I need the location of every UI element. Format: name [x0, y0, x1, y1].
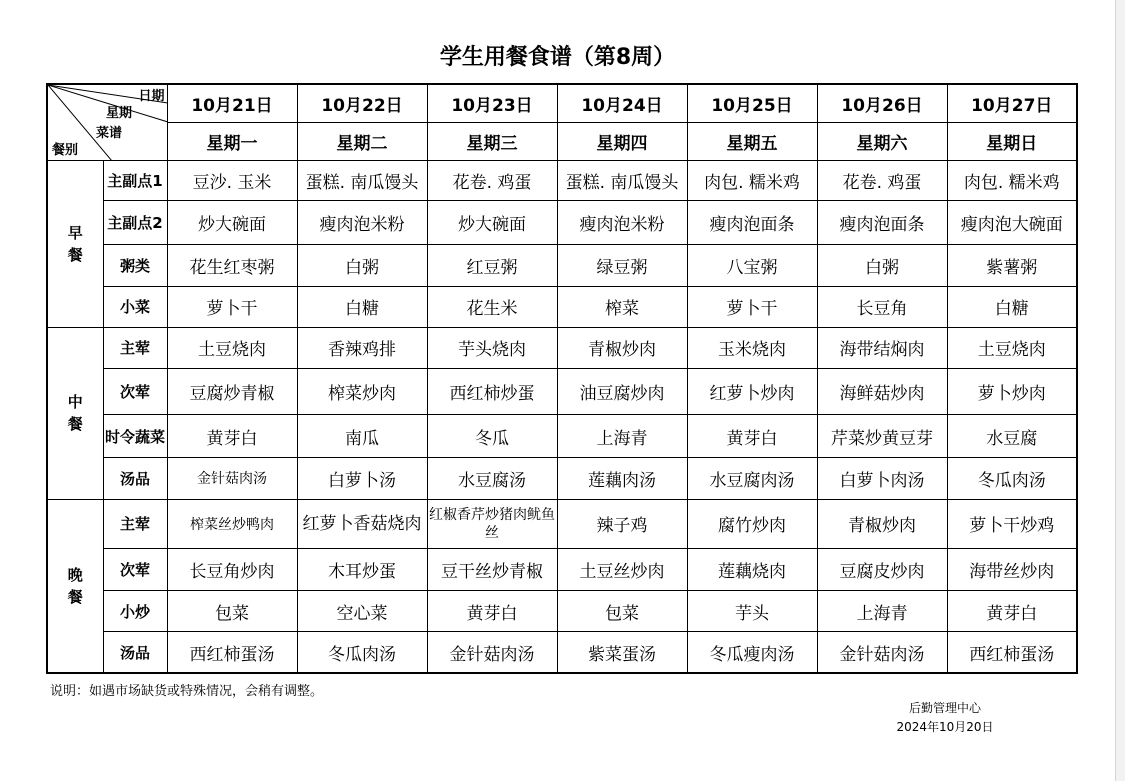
dish-cell: 花卷. 鸡蛋	[427, 160, 557, 200]
dish-cell: 瘦肉泡面条	[817, 201, 947, 245]
corner-menu-label: 菜谱	[96, 126, 123, 141]
dish-cell: 西红柿蛋汤	[167, 632, 297, 673]
weekday-header: 星期五	[687, 122, 817, 160]
menu-row	[47, 548, 1077, 590]
weekday-header: 星期四	[557, 122, 687, 160]
date-row	[47, 84, 1077, 122]
menu-row	[47, 286, 1077, 327]
weekday-header: 星期六	[817, 122, 947, 160]
menu-row	[47, 327, 1077, 368]
dish-cell: 长豆角炒肉	[167, 548, 297, 590]
dish-cell: 莲藕烧肉	[687, 548, 817, 590]
dish-cell: 紫菜蛋汤	[557, 632, 687, 673]
dish-cell: 红豆粥	[427, 245, 557, 286]
footer-note: 说明：如遇市场缺货或特殊情况，会稍有调整。	[50, 684, 324, 699]
dish-cell: 紫薯粥	[947, 245, 1077, 286]
dish-cell: 黄芽白	[167, 415, 297, 458]
date-header: 10月22日	[297, 84, 427, 122]
dish-cell: 红萝卜炒肉	[687, 368, 817, 414]
dish-cell: 红椒香芹炒猪肉鱿鱼丝	[427, 499, 557, 548]
dish-cell: 白糖	[947, 286, 1077, 327]
category-label: 小炒	[103, 591, 167, 632]
dish-cell: 玉米烧肉	[687, 327, 817, 368]
dish-cell: 绿豆粥	[557, 245, 687, 286]
dish-cell: 豆腐皮炒肉	[817, 548, 947, 590]
footer-org: 后勤管理中心	[908, 701, 981, 715]
dish-cell: 南瓜	[297, 415, 427, 458]
dish-cell: 金针菇肉汤	[817, 632, 947, 673]
page-title: 学生用餐食谱（第8周）	[439, 45, 676, 70]
category-label: 汤品	[103, 458, 167, 499]
category-label: 次荤	[103, 548, 167, 590]
dish-cell: 金针菇肉汤	[427, 632, 557, 673]
dish-cell: 水豆腐肉汤	[687, 458, 817, 499]
weekday-header: 星期二	[297, 122, 427, 160]
meal-label	[47, 499, 103, 673]
dish-cell: 肉包. 糯米鸡	[947, 160, 1077, 200]
dish-cell: 白糖	[297, 286, 427, 327]
dish-cell: 红萝卜香菇烧肉	[297, 499, 427, 548]
category-label: 汤品	[103, 632, 167, 673]
dish-cell: 瘦肉泡大碗面	[947, 201, 1077, 245]
category-label: 次荤	[103, 368, 167, 414]
dish-cell: 榨菜炒肉	[297, 368, 427, 414]
dish-cell: 白粥	[817, 245, 947, 286]
dish-cell: 肉包. 糯米鸡	[687, 160, 817, 200]
dish-cell: 冬瓜	[427, 415, 557, 458]
dish-cell: 榨菜	[557, 286, 687, 327]
dish-cell: 芹菜炒黄豆芽	[817, 415, 947, 458]
dish-cell: 萝卜干	[687, 286, 817, 327]
dish-cell: 蛋糕. 南瓜馒头	[557, 160, 687, 200]
date-header: 10月23日	[427, 84, 557, 122]
dish-cell: 蛋糕. 南瓜馒头	[297, 160, 427, 200]
dish-cell: 花生红枣粥	[167, 245, 297, 286]
dish-cell: 冬瓜瘦肉汤	[687, 632, 817, 673]
dish-cell: 辣子鸡	[557, 499, 687, 548]
dish-cell: 海带结焖肉	[817, 327, 947, 368]
date-header: 10月25日	[687, 84, 817, 122]
menu-row	[47, 591, 1077, 632]
menu-row	[47, 201, 1077, 245]
dish-cell: 榨菜丝炒鸭肉	[167, 499, 297, 548]
dish-cell: 白粥	[297, 245, 427, 286]
category-label: 小菜	[103, 286, 167, 327]
dish-cell: 上海青	[557, 415, 687, 458]
meal-label-text: 晚餐	[67, 565, 83, 606]
date-header: 10月24日	[557, 84, 687, 122]
dish-cell: 黄芽白	[947, 591, 1077, 632]
dish-cell: 土豆烧肉	[947, 327, 1077, 368]
menu-row	[47, 160, 1077, 200]
meal-label	[47, 160, 103, 327]
dish-cell: 西红柿蛋汤	[947, 632, 1077, 673]
dish-cell: 炒大碗面	[427, 201, 557, 245]
dish-cell: 豆干丝炒青椒	[427, 548, 557, 590]
dish-cell: 金针菇肉汤	[167, 458, 297, 499]
dish-cell: 长豆角	[817, 286, 947, 327]
menu-table-body	[47, 84, 1077, 673]
dish-cell: 八宝粥	[687, 245, 817, 286]
dish-cell: 芋头烧肉	[427, 327, 557, 368]
dish-cell: 西红柿炒蛋	[427, 368, 557, 414]
dish-cell: 莲藕肉汤	[557, 458, 687, 499]
dish-cell: 花生米	[427, 286, 557, 327]
category-label: 主荤	[103, 499, 167, 548]
category-label: 主副点1	[103, 160, 167, 200]
menu-row	[47, 499, 1077, 548]
dish-cell: 萝卜干	[167, 286, 297, 327]
dish-cell: 瘦肉泡米粉	[557, 201, 687, 245]
weekday-header: 星期三	[427, 122, 557, 160]
dish-cell: 水豆腐	[947, 415, 1077, 458]
date-header: 10月26日	[817, 84, 947, 122]
dish-cell: 冬瓜肉汤	[947, 458, 1077, 499]
dish-cell: 油豆腐炒肉	[557, 368, 687, 414]
dish-cell: 黄芽白	[687, 415, 817, 458]
dish-cell: 白萝卜汤	[297, 458, 427, 499]
dish-cell: 豆沙. 玉米	[167, 160, 297, 200]
date-header: 10月21日	[167, 84, 297, 122]
category-label: 粥类	[103, 245, 167, 286]
dish-cell: 上海青	[817, 591, 947, 632]
window-edge	[1115, 0, 1125, 781]
dish-cell: 土豆丝炒肉	[557, 548, 687, 590]
dish-cell: 萝卜炒肉	[947, 368, 1077, 414]
menu-row	[47, 632, 1077, 673]
date-header: 10月27日	[947, 84, 1077, 122]
dish-cell: 水豆腐汤	[427, 458, 557, 499]
meal-label-text: 早餐	[67, 223, 83, 264]
menu-row	[47, 458, 1077, 499]
dish-cell: 包菜	[167, 591, 297, 632]
dish-cell: 青椒炒肉	[817, 499, 947, 548]
dish-cell: 包菜	[557, 591, 687, 632]
dish-cell: 腐竹炒肉	[687, 499, 817, 548]
dish-cell: 海鲜菇炒肉	[817, 368, 947, 414]
menu-row	[47, 415, 1077, 458]
dish-cell: 香辣鸡排	[297, 327, 427, 368]
corner-weekday-label: 星期	[106, 106, 133, 121]
corner-date-label: 日期	[138, 89, 165, 104]
meal-label	[47, 327, 103, 499]
dish-cell: 海带丝炒肉	[947, 548, 1077, 590]
dish-cell: 瘦肉泡米粉	[297, 201, 427, 245]
dish-cell: 土豆烧肉	[167, 327, 297, 368]
dish-cell: 萝卜干炒鸡	[947, 499, 1077, 548]
menu-row	[47, 245, 1077, 286]
dish-cell: 黄芽白	[427, 591, 557, 632]
weekday-header: 星期日	[947, 122, 1077, 160]
dish-cell: 瘦肉泡面条	[687, 201, 817, 245]
menu-table	[46, 83, 1078, 674]
corner-meal-label: 餐别	[52, 142, 79, 158]
footer-date: 2024年10月20日	[896, 720, 994, 734]
weekday-header: 星期一	[167, 122, 297, 160]
dish-cell: 炒大碗面	[167, 201, 297, 245]
category-label: 时令蔬菜	[103, 415, 167, 458]
weekday-row	[47, 122, 1077, 160]
dish-cell: 芋头	[687, 591, 817, 632]
dish-cell: 青椒炒肉	[557, 327, 687, 368]
category-label: 主副点2	[103, 201, 167, 245]
meal-label-text: 中餐	[67, 393, 83, 434]
dish-cell: 木耳炒蛋	[297, 548, 427, 590]
corner-header	[47, 84, 167, 160]
dish-cell: 白萝卜肉汤	[817, 458, 947, 499]
dish-cell: 花卷. 鸡蛋	[817, 160, 947, 200]
menu-row	[47, 368, 1077, 414]
dish-cell: 豆腐炒青椒	[167, 368, 297, 414]
dish-cell: 冬瓜肉汤	[297, 632, 427, 673]
dish-cell: 空心菜	[297, 591, 427, 632]
category-label: 主荤	[103, 327, 167, 368]
